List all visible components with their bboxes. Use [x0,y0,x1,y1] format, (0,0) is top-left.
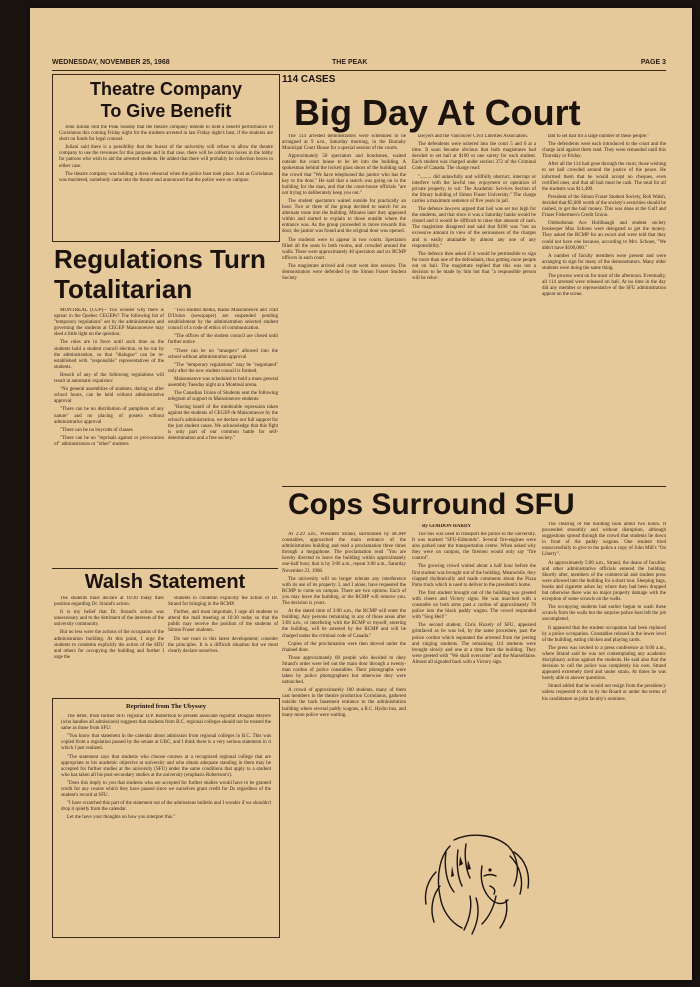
paragraph: "No general assemblies of students, during or after school hours, can be held without administrative approval [54,387,164,405]
paragraph: The second student, Chris Huxely of SFU, appeared grimfaced as he was led, by the same procedure, past the police cordon which separated the arrested from the jeering and singing students. The remaining 114 students were brought slowly and one at a time from the building. They were greeted with "We shall overcome" and the Marseillaise. Almost all signaled back with a Victory sign. [412,623,536,665]
ubyssey-heading: Reprinted from The Ubyssey [125,703,207,710]
court-col-1 [282,134,406,482]
paragraph: The university will no longer tolerate any interference with its use of its property. I, and I alone, have requested the RCMP to come on campus. There are two options. Each of you may leave the building, or the RCMP will remove you. The decision is yours. [282,576,406,607]
paragraph: The process went on for most of the afternoon. Eventually, all 114 arrested were released on bail. At no time in the day did any member or representative of the SFU administration appear on the scene. [542,273,666,298]
paragraph: The 114 arrested demonstrators were scheduled to be arraigned at 9 a.m., Saturday morning, in the Burnaby Municipal Court House for a special session of the courts. [282,134,406,152]
newspaper-page [30,8,692,980]
walsh-col-2 [168,596,278,696]
paragraph: Breach of any of the following regulations will result in automatic expulsion: [54,372,164,385]
paragraph: Approximately 50 spectators and bondsmen, waited outside the court house to be let into the building. A spokesman behind the locked glass doors of the building said the crowd that "We have telephoned the janitor who has the key to the door." He said that a search was going on in the building for the man, and that the court-house officials "are not trying to deliberately keep you out." [282,154,406,196]
masthead [52,56,666,71]
paragraph: The occupying students had earlier begun to wash these scrawls from the walls but the surprise police bust left the job uncompleted. [542,605,666,623]
paragraph: The first student brought out of the building was greeted with cheers and Victory signs. He was marched with a constable on both arms past a cordon of approximately 70 police into the black paddy wagon. The crowd responded with "Sieg Heil!" [412,590,536,621]
paragraph: At 2:29 a.m., President Strand, surrounded by RCMP constables, approached the main entrance of the administration building and read a proclamation three times through a megaphone. The proclamation read "You are hereby directed to leave the building within approximately one-half hour, that is by 3:00 a.m., repeat 3:00 a.m., Saturday November 23, 1968. [282,532,406,574]
paragraph: lawyers and the Vancouver Civil Liberties Association. [418,134,529,139]
paragraph: students to condemn explicitly the action of Dr. Strand for bringing in the RCMP. [168,596,278,608]
paper-name: THE PEAK [332,59,368,66]
paragraph: The student spectators waited outside for practically an hour. Two or three of the group decided to search for an alternate route into the building. Minutes later they appeared within and started to explain to those outside where the entrance was. As the group proceeded to move towards this door, the janitor was found and the original door was opened. [282,198,406,235]
cops-byline: By GORDON HARDY [422,524,472,529]
paragraph: Ombudsman Ace Hollibaugh and student society bookeeper Max Schoen were delegated to get the money. They asked the RCMP for an escort and were told that they could not have one because, according to Mrs. Schoen, "We didn't have $100,000." [542,221,666,251]
paragraph: "There can be no "strangers" allowed into the school without administration approval [168,348,278,360]
cops-col-1 [282,532,406,936]
regulations-col-1 [54,308,164,566]
paragraph: At approximately 5:00 a.m., Strand, the deans of faculties and other administrative officials entered the building. Shortly after, members of the commercial and student press were allowed into the building for a short tour. Sleeping bags, books and cigarette ashes lay where they had been dropped but otherwise there was no major property damage with the exception of some scrawls on the walls. [542,560,666,603]
ubyssey-body [61,714,271,932]
court-col-3 [542,134,666,482]
cops-col-2 [412,532,536,822]
paragraph: President of the Simon Fraser Student Society, Rob Walsh, decided that $5,000 worth of the society's securities should be cashed, to get the bail money. This was done at the Gulf and Fraser Fishermen's Credit Union. [542,194,666,219]
paragraph: But no less were the actions of the occupants of the administration building. At this point, I urge the students to condemn explicitly the action of the SDU and others for occupying the building and further I urge the [54,630,164,660]
paragraph: "There can be no "reprisals against or provocation of" administrators or "other" students [54,435,164,447]
sketch-illustration [410,826,538,938]
paragraph: The press was invited to a press conference at 6:00 a.m., where Strand said he was not contemplating any academic disciplinary action against the students. He said also that the decision to call the police was completely his own. Strand appeared extremely tired and under strain. At times he was barely able to answer questions. [542,645,666,682]
theatre-headline-2: To Give Benefit [100,101,232,121]
paragraph: MONTREAL (CUP)-- You wonder why there is uproar in the Quebec CEGEPs? The following list of "temporary regulations" set by the administration and governing the students at CEGEP Maisonneuve may shed a little light on the question. [54,308,164,338]
regulations-col-2 [168,308,278,566]
paragraph: "Does this imply to you that students who are accepted for further studies would have to be granted credit for any course which they have passed since we ourselves grant credit for Ds regardless of the student's record at SFU. [61,780,271,799]
paragraph: "The "temporary regulations" may be "negotiated" only after the new student council is formed. [168,362,278,374]
cops-col-3 [542,522,666,936]
issue-date: WEDNESDAY, NOVEMBER 25, 1968 [52,59,170,66]
paragraph: Maisonneuve was scheduled to hold a mass general assembly Tuesday night at a Montreal arena. [168,376,278,389]
court-col-2 [412,134,536,482]
theatre-body [59,125,273,237]
cops-rule [282,486,666,487]
paragraph: The theatre company was holding a dress rehearsal when the police bust took place. Just as Coriolanus was murdered, somebody came into the theatre and announced that the police were on campus. [59,171,273,183]
paragraph: A number of faculty members were present and were arranging to sign for many of the demonstrators. Many older students were doing the same thing. [542,253,666,271]
page-number: PAGE 3 [640,59,666,66]
regulations-headline-2: Totalitarian [54,274,193,304]
paragraph: "There can be no boycotts of classes [60,427,133,433]
paragraph: The clearing of the building took about two hours. It proceeded smoothly and without disruption, although suggestions spread through the crowd that students lie down in front of the paddy wagons. One student tried unsuccessfully to give to the police a copy of John Mill's "On Liberty". [542,522,666,558]
paragraph: "The statement says that students who choose courses at a recognized regional college that are appropriate to his academic objective at university and who obtain adequate standing in them may be accepted for further studies at the university (SFU) under the same conditions that apply to a student who has taken all his post-secondary studies at the university (emphasis Robertson's). [61,754,271,778]
paragraph: The defendents were each introduced to the court and the charge laid against them read. They were remanded until this Thursday or Friday. [542,142,666,160]
paragraph: The students must declare at 10:30 today their position regarding Dr. Strand's action. [54,596,164,608]
paragraph: "Having heard of the intolerable repression taken against the students of CEGEP de Maisonneuve by the school's administration, we declare our full support for the just student cause. We acknowledge that this fight is only part of our common battle for self-determination and a free society." [168,405,278,441]
paragraph: "Two student media, Radio Maisonneuve and Trait D'Union (newspaper) are suspended pending establishment by the administration selected student council of a code of ethics of communication. [168,308,278,332]
walsh-headline: Walsh Statement [84,571,246,593]
paragraph: Strand added that he would not resign from the presidency unless requested to do so by the Board or under the terms of his candidature as joint faculty's nominee. [542,684,666,702]
paragraph: After all the 114 had gone through the court, those wishing to set bail crowded around the justice of the peace. He informed them that he would accept no cheques, even certified ones, and that all bail must be cash. The total for all the students was $11,400. [542,162,666,192]
paragraph: The growing crowd waited about a half hour before the first student was brought out of the building. Meanwhile, they clapped rhythmically and made comments about the Pizza Patio truck which is used to deliver to the president's home. [412,564,536,588]
paragraph: The defence lawyers argued that bail was set too high for the students, and that since it was a Saturday banks would be closed and it would be difficult to raise that amount of cash. The magistrate disagreed and said that $100 was "not an excessive amount in view of the seriousness of the charges and is easily attainable by almost any one of any responsibility." [412,207,536,249]
paragraph: Further, and most important, I urge all students to attend the mall meeting at 10:30 today so that the public may receive the position of the students of Simon Fraser students. [168,610,278,634]
paragraph: It appeared that the student occupation had been replaced by a police occupation. Constables relaxed in the lower level of the building, eating chicken and playing cards. [542,625,666,643]
paragraph: Copies of the proclamation were then shoved under the chained door. [282,641,406,653]
paragraph: John Juliani told the Peak Sunday that the theatre company intends to hold a benefit performance of Coriolanus this coming Friday night for the students arrested in last Friday night's bust, if the students are short on funds for legal counsel. [59,125,273,143]
regulations-headline-1: Regulations Turn [54,244,266,274]
paragraph: Do not react to this latest development; consider the principles. It is a difficult situation but we must clearly declare ourselves. [168,636,278,654]
paragraph: "The offices of the student council are closed until further notice [168,334,278,346]
walsh-col-1 [54,596,164,696]
paragraph: tant to set bail for a large number of these people." [548,134,650,139]
paragraph: "......... did unlawfully and willfully obstruct, interrupt or interfere with the lawful use, enjoyment or operation of private property, to wit: The Academic Services Section of the library building of Simon Fraser University." The charge carries a maximum sentence of five years in jail. [412,174,536,204]
theatre-article [52,74,280,242]
paragraph: The defendents were ushered into the court 5 and 6 at a time. It soon became obvious that both magistrates had decided to set bail at $100 or one surety for each student. Each student was charged under section 372 of the Criminal Code of Canada. The charge read: [412,142,536,172]
ubyssey-box [52,698,280,938]
paragraph: Juliani said there is a possibility that the bursar of the university will refuse to allow the theatre company to use the revenues for this purpose and in that case, there will be collection boxes in the lobby for patrons who wish to aid the arrested students. He added that there will probably be collection boxes in either case. [59,145,273,169]
walsh-rule [52,568,278,569]
paragraph: The bus was used to transport the police to the university. It was marked "SFU-Edmonds". Several fire-engines were also parked near the transportation centre. When asked why they were on campus, the firemen would only say "fire control". [412,532,536,562]
paragraph: At the stated time of 3:00 a.m., the RCMP will enter the building. Any persons remaining in any of those areas after 3:00 a.m., or interfering with the RCMP or myself, entering the building, will be arrested by the RCMP and will be charged under the criminal code of Canada." [282,609,406,639]
paragraph: The letter, from former SFU registrar D.P. Robertson to present associate registrar Douglas Meyers (who handles all admissions) suggests that students from B.C. regional colleges should not be treated the same as those from SFU: [61,714,271,732]
paragraph: "You know that statement in the calendar about admission from regional colleges in B.C. This was copied from a regulation passed by the senate at UBC, and I think there is a very serious statement in it which I just realized. [61,734,271,752]
paragraph: "I have scratched this part of the statement out of the admissions bulletin and I wonder if we shouldn't drop it quietly from the calendar. [61,801,271,813]
court-headline: Big Day At Court [294,92,581,133]
paragraph: Those approximately 60 people who decided to obey Strand's order were led out the main door through a twenty-man cordon of police constables. Their photographs were taken by police photographers but otherwise they were untouched. [282,655,406,686]
cops-headline: Cops Surround SFU [288,488,575,521]
paragraph: "There can be no distribution of pamphlets of any nature" and no placing of posters without administrative approval [54,407,164,425]
court-kicker: 114 CASES [282,74,336,85]
paragraph: A crowd of approximately 100 students, many of them cast members in the theatre production Coriolanus, gathered outside the back basement entrance to the administration building where several paddy wagons, a B.C. Hydro bus, and many more police were waiting. [282,688,406,718]
paragraph: The Canadian Union of Students sent the following telegram of support to Maisonneuve students: [168,391,278,403]
theatre-headline-1: Theatre Company [89,79,243,99]
paragraph: It is my belief that Dr. Strand's action was unnecessary and to the detriment of the interests of the university community. [54,610,164,628]
paragraph: The defence then asked if it would be permissible to sign for more than one of the defendants, thus getting more people out on bail. The magistrate replied that this was not a decision to be made by him but that "a responsible person will be reluc- [412,251,536,282]
paragraph: Let me have your thoughts on how you interpret this." [67,815,176,821]
paragraph: The students were to appear in two courts. Spectators filled all the seats in both rooms, and crowded around the walls. There were approximately 40 spectators and six RCMP officers in each court. [282,237,406,261]
paragraph: The rules are in force until such time as the students hold a student council election, to be run by the administration, so that "dialogue" can be re-established with "responsible" representatives of the students. [54,340,164,370]
paragraph: The magistrate arrived and court went into session. The demonstrators were defended by the Simon Fraser Student Society [282,263,406,282]
